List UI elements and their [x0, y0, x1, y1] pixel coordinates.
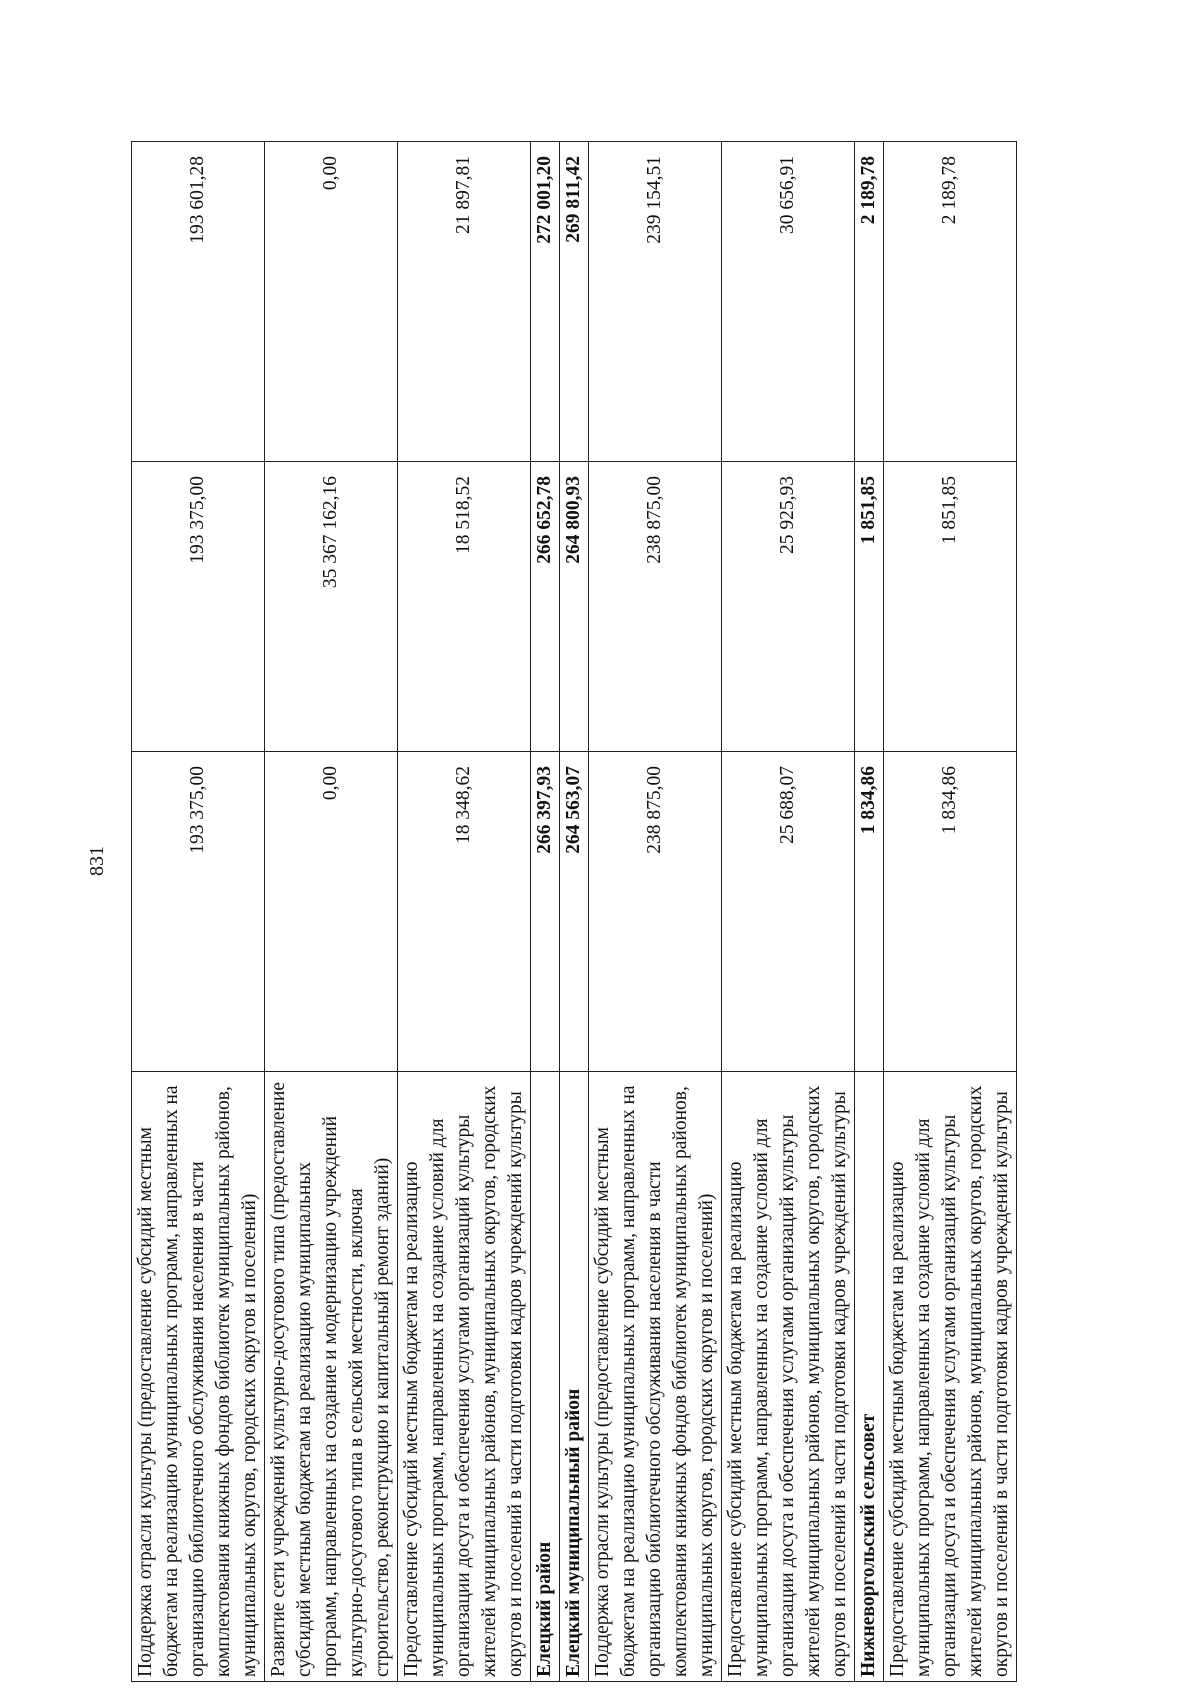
row-description: Поддержка отрасли культуры (предоставление субсидий местным бюджетам на реализацию муниципальных программ, направленных на организацию библиотечного обслуживания населения в части комплектования книжных фондов библиотек муниципальных районов, муниципальных округов, городских округов и поселений) — [589, 1072, 722, 1682]
row-value-2: 264 800,93 — [560, 462, 589, 752]
subsidy-table — [131, 141, 1017, 1682]
row-description: Развитие сети учреждений культурно-досугового типа (предоставление субсидий местным бюджетам на реализацию муниципальных программ, направленных на создание и модернизацию учреждений культурно-досугового типа в сельской местности, включая строительство, реконструкцию и капитальный ремонт зданий) — [265, 1072, 398, 1682]
table-body — [132, 142, 1017, 1682]
row-value-3: 193 601,28 — [132, 142, 265, 462]
table-row — [398, 142, 531, 1682]
row-value-3: 2 189,78 — [855, 142, 884, 462]
row-value-2: 18 518,52 — [398, 462, 531, 752]
table-row — [531, 142, 560, 1682]
table-row — [722, 142, 855, 1682]
row-value-1: 193 375,00 — [132, 752, 265, 1072]
row-value-2: 1 851,85 — [884, 462, 1017, 752]
row-value-3: 2 189,78 — [884, 142, 1017, 462]
row-value-1: 25 688,07 — [722, 752, 855, 1072]
row-value-1: 1 834,86 — [855, 752, 884, 1072]
rotated-table-inner — [131, 142, 1081, 1682]
row-value-2: 193 375,00 — [132, 462, 265, 752]
row-value-3: 21 897,81 — [398, 142, 531, 462]
table-row — [265, 142, 398, 1682]
row-value-3: 239 154,51 — [589, 142, 722, 462]
row-description: Предоставление субсидий местным бюджетам на реализацию муниципальных программ, направленных на создание условий для организации досуга и обеспечения услугами организаций культуры жителей муниципальных районов, муниципальных округов, городских округов и поселений в части подготовки кадров учреждений культуры — [722, 1072, 855, 1682]
row-value-2: 35 367 162,16 — [265, 462, 398, 752]
table-row — [132, 142, 265, 1682]
row-value-1: 18 348,62 — [398, 752, 531, 1072]
row-value-1: 238 875,00 — [589, 752, 722, 1072]
table-row — [589, 142, 722, 1682]
row-description: Поддержка отрасли культуры (предоставление субсидий местным бюджетам на реализацию муниципальных программ, направленных на организацию библиотечного обслуживания населения в части комплектования книжных фондов библиотек муниципальных районов, муниципальных округов, городских округов и поселений) — [132, 1072, 265, 1682]
row-value-3: 269 811,42 — [560, 142, 589, 462]
row-value-1: 264 563,07 — [560, 752, 589, 1072]
row-value-2: 266 652,78 — [531, 462, 560, 752]
row-description: Нижневоргольский сельсовет — [855, 1072, 884, 1682]
row-value-3: 0,00 — [265, 142, 398, 462]
row-description: Предоставление субсидий местным бюджетам на реализацию муниципальных программ, направленных на создание условий для организации досуга и обеспечения услугами организаций культуры жителей муниципальных районов, муниципальных округов, городских округов и поселений в части подготовки кадров учреждений культуры — [398, 1072, 531, 1682]
table-row — [560, 142, 589, 1682]
row-description: Елецкий район — [531, 1072, 560, 1682]
table-row — [884, 142, 1017, 1682]
table-row — [855, 142, 884, 1682]
page-number: 831 — [86, 846, 108, 876]
row-value-2: 1 851,85 — [855, 462, 884, 752]
row-value-2: 238 875,00 — [589, 462, 722, 752]
row-value-1: 1 834,86 — [884, 752, 1017, 1072]
row-value-3: 272 001,20 — [531, 142, 560, 462]
row-value-1: 266 397,93 — [531, 752, 560, 1072]
row-value-1: 0,00 — [265, 752, 398, 1072]
row-value-3: 30 656,91 — [722, 142, 855, 462]
row-description: Елецкий муниципальный район — [560, 1072, 589, 1682]
row-description: Предоставление субсидий местным бюджетам на реализацию муниципальных программ, направленных на создание условий для организации досуга и обеспечения услугами организаций культуры жителей муниципальных районов, муниципальных округов, городских округов и поселений в части подготовки кадров учреждений культуры — [884, 1072, 1017, 1682]
row-value-2: 25 925,93 — [722, 462, 855, 752]
rotated-table-area — [131, 142, 1081, 1682]
